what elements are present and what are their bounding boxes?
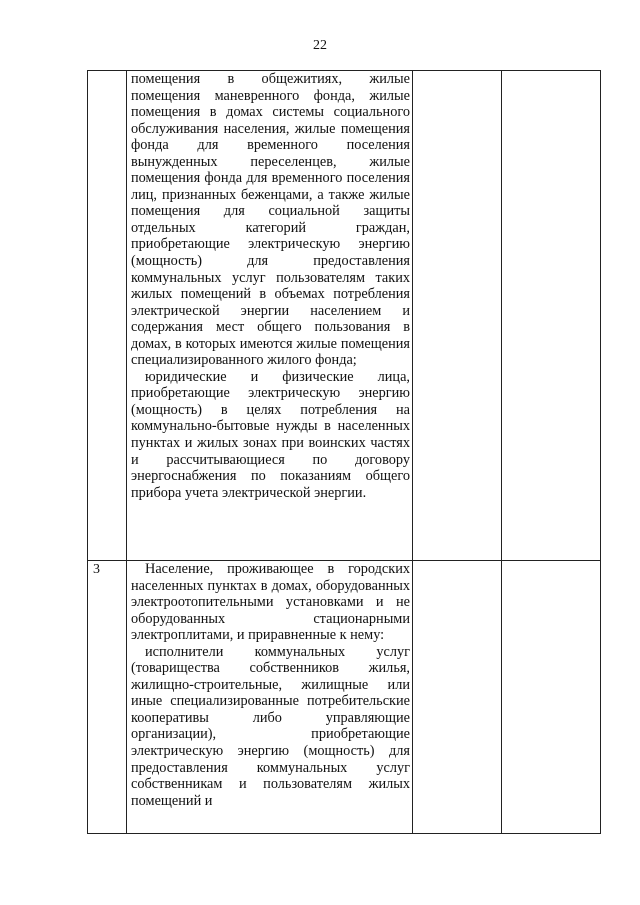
consumer-category-cell xyxy=(127,71,413,561)
tariff-table xyxy=(87,70,601,834)
empty-cell xyxy=(413,561,502,834)
category-paragraph: исполнители коммунальных услуг (товарищества собственников жилья, жилищно-строительные, жилищные или иные специализированные потребительские кооперативы либо управляющие организации), приобретающие электрическую энергию (мощность) для предоставления коммунальных услуг собственникам и пользователям жилых помещений и xyxy=(131,643,410,809)
category-paragraph: юридические и физические лица, приобретающие электрическую энергию (мощность) в целях потребления на коммунально-бытовые нужды в населенных пунктах и жилых зонах при воинских частях и рассчитывающиеся по договору энергоснабжения по показаниям общего прибора учета электрической энергии. xyxy=(131,368,410,501)
category-paragraph: помещения в общежитиях, жилые помещения маневренного фонда, жилые помещения в домах системы социального обслуживания населения, жилые помещения фонда для временного поселения вынужденных переселенцев, жилые помещения фонда для временного поселения лиц, признанных беженцами, а также жилые помещения для социальной защиты отдельных категорий граждан, приобретающие электрическую энергию (мощность) для предоставления коммунальных услуг пользователям таких жилых помещений в объемах потребления электрической энергии населением и содержания мест общего пользования в домах, в которых имеются жилые помещения специализированного жилого фонда; xyxy=(131,71,410,369)
table-row xyxy=(88,561,601,834)
category-paragraph: Население, проживающее в городских населенных пунктах в домах, оборудованных электроотопительными установками и не оборудованных стационарными электроплитами, и приравненные к нему: xyxy=(131,561,410,644)
row-number: 3 xyxy=(93,562,100,577)
empty-cell xyxy=(502,71,601,561)
row-number xyxy=(88,71,126,72)
empty-cell xyxy=(413,71,502,561)
row-number-cell xyxy=(88,561,127,834)
consumer-category-cell xyxy=(127,561,413,834)
page-number: 22 xyxy=(313,38,327,53)
table-row xyxy=(88,71,601,561)
row-number-cell xyxy=(88,71,127,561)
empty-cell xyxy=(502,561,601,834)
